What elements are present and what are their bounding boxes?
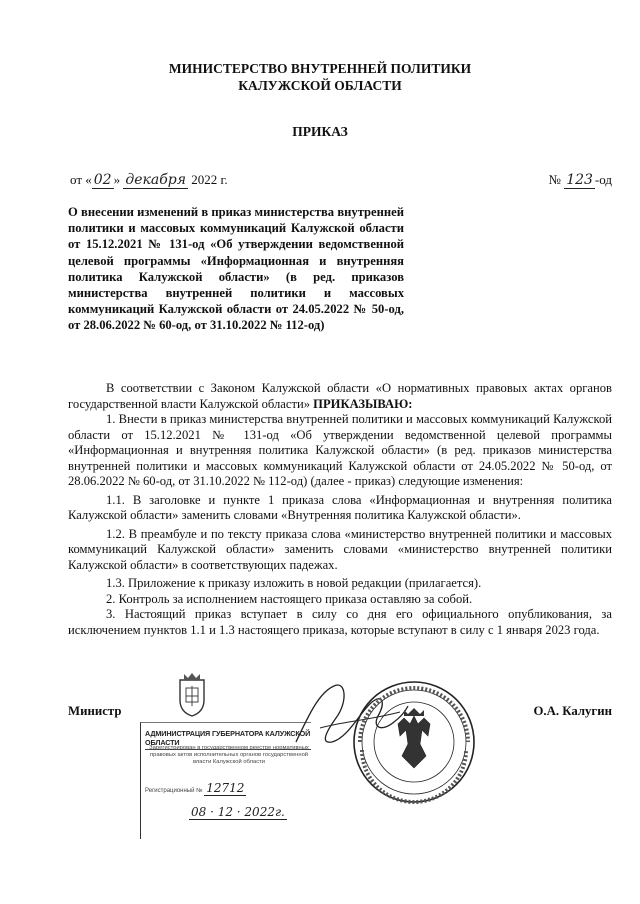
registration-stamp-text: Зарегистрирован в государственном реестре нормативных правовых актов исполнительных органов государственной власти Калужской области bbox=[149, 745, 309, 765]
body-intro bbox=[68, 381, 612, 412]
ministry-name-line2: КАЛУЖСКОЙ ОБЛАСТИ bbox=[238, 78, 402, 93]
date-mid: » bbox=[113, 172, 124, 187]
ministry-header bbox=[0, 60, 640, 94]
body-paragraph-1: 1. Внести в приказ министерства внутренней политики и массовых коммуникаций Калужской области от 15.12.2021 № 131-од «Об утверждении ведомственной целевой программы «Информационная и внутренняя политика Калужской области» (в ред. приказов министерства внутренней политики и массовых коммуникаций Калужской области от 24.05.2022 № 50-од, от 28.06.2022 № 60-од, от 31.10.2022 № 112-од) (далее - приказ) следующие изменения: bbox=[68, 412, 612, 488]
order-title: ПРИКАЗ bbox=[292, 124, 348, 139]
order-date bbox=[70, 172, 228, 188]
body-paragraph-3: 3. Настоящий приказ вступает в силу со дня его официального опубликования, за исключением пунктов 1.1 и 1.3 настоящего приказа, которые вступают в силу с 1 января 2023 года. bbox=[68, 607, 612, 637]
coat-of-arms-icon bbox=[172, 670, 212, 720]
body-paragraph-1-2: 1.2. В преамбуле и по тексту приказа слова «министерство внутренней политики и массовых коммуникаций Калужской области» заменить словами «министерство внутренней политики Калужской области» в соответствующих падежах. bbox=[68, 526, 612, 572]
signer-name: О.А. Калугин bbox=[533, 704, 612, 718]
date-month: декабря bbox=[125, 172, 186, 188]
order-body bbox=[68, 381, 612, 638]
date-prefix: от « bbox=[70, 172, 92, 187]
date-day: 02 bbox=[93, 172, 112, 188]
signer-position: Министр bbox=[68, 704, 122, 718]
body-paragraph-1-1: 1.1. В заголовке и пункте 1 приказа слова «Информационная и внутренняя политика Калужской области» заменить словами «Внутренняя политика Калужской области». bbox=[68, 492, 612, 522]
registration-date-value: 08 · 12 · 2022г. bbox=[191, 805, 285, 819]
number-suffix: -од bbox=[594, 172, 612, 187]
registration-stamp-head: АДМИНИСТРАЦИЯ ГУБЕРНАТОРА КАЛУЖСКОЙ ОБЛАСТИ bbox=[145, 729, 311, 750]
number-prefix: № bbox=[548, 172, 565, 187]
body-paragraph-2: 2. Контроль за исполнением настоящего приказа оставляю за собой. bbox=[106, 591, 473, 606]
registration-number-label: Регистрационный № bbox=[145, 788, 205, 794]
body-intro-command: ПРИКАЗЫВАЮ: bbox=[313, 396, 413, 411]
registration-date bbox=[189, 803, 287, 821]
body-paragraph-1-3: 1.3. Приложение к приказу изложить в новой редакции (прилагается). bbox=[106, 576, 482, 590]
number-value: 123 bbox=[566, 172, 593, 188]
official-seal bbox=[352, 680, 476, 804]
date-year: 2022 г. bbox=[188, 172, 228, 187]
ministry-name-line1: МИНИСТЕРСТВО ВНУТРЕННЕЙ ПОЛИТИКИ bbox=[168, 61, 472, 76]
order-number bbox=[549, 172, 612, 188]
registration-number bbox=[145, 781, 246, 795]
order-subject: О внесении изменений в приказ министерства внутренней политики и массовых коммуникаций Калужской области от 15.12.2021 № 131-од «Об утверждении ведомственной целевой программы «Информационная и внутренняя политика Калужской области» (в ред. приказов министерства внутренней политики и массовых коммуникаций Калужской области от 24.05.2022 № 50-од, от 28.06.2022 № 60-од, от 31.10.2022 № 112-од) bbox=[68, 205, 404, 333]
registration-number-value: 12712 bbox=[206, 781, 245, 795]
body-intro-text: В соответствии с Законом Калужской области «О нормативных правовых актах органов государственной власти Калужской области» bbox=[68, 381, 612, 411]
registration-stamp bbox=[140, 722, 311, 839]
